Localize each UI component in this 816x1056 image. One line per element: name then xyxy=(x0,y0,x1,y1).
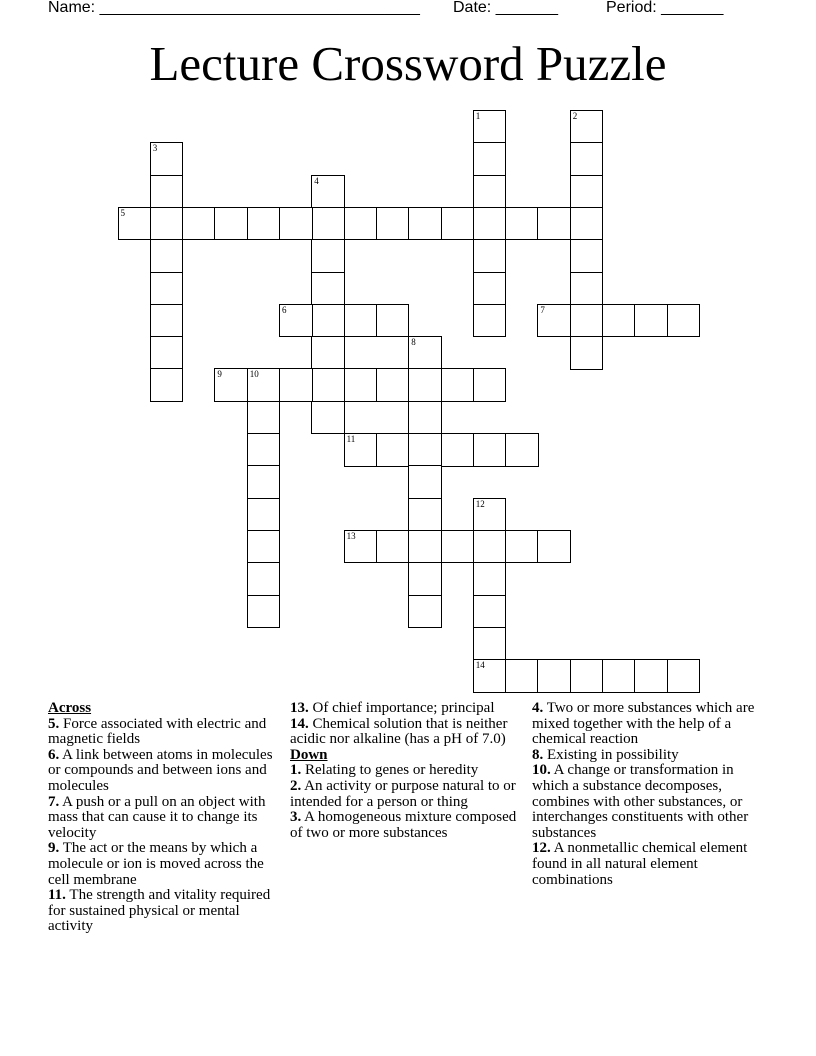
grid-cell[interactable] xyxy=(247,368,281,402)
grid-cell[interactable] xyxy=(634,659,668,693)
grid-cell[interactable] xyxy=(634,304,668,338)
grid-cell[interactable] xyxy=(602,659,636,693)
clue-number-label: 3 xyxy=(152,143,158,154)
grid-cell[interactable] xyxy=(311,272,345,306)
grid-cell[interactable] xyxy=(311,304,345,338)
grid-cell[interactable] xyxy=(473,530,507,564)
grid-cell[interactable] xyxy=(473,175,507,209)
grid-cell[interactable] xyxy=(344,433,378,467)
grid-cell[interactable] xyxy=(505,433,539,467)
grid-cell[interactable] xyxy=(118,207,152,241)
grid-cell[interactable] xyxy=(441,207,475,241)
grid-cell[interactable] xyxy=(537,207,571,241)
grid-cell[interactable] xyxy=(311,207,345,241)
clue-number-label: 1 xyxy=(475,111,481,121)
grid-cell[interactable] xyxy=(376,207,410,241)
grid-cell[interactable] xyxy=(150,239,184,273)
grid-cell[interactable] xyxy=(150,272,184,306)
grid-cell[interactable] xyxy=(473,110,507,144)
clue-across-5: 5. Force associated with electric and magnetic fields xyxy=(48,715,267,748)
grid-cell[interactable] xyxy=(311,401,345,435)
grid-cell[interactable] xyxy=(311,239,345,273)
name-field[interactable]: Name: ____________________________________ xyxy=(48,0,420,16)
page-title: Lecture Crossword Puzzle xyxy=(149,36,667,91)
clue-number-label: 10 xyxy=(249,369,259,380)
grid-cell[interactable] xyxy=(408,433,442,467)
date-field[interactable]: Date: _______ xyxy=(453,0,558,16)
grid-cell[interactable] xyxy=(505,207,539,241)
grid-cell[interactable] xyxy=(441,368,475,402)
grid-cell[interactable] xyxy=(214,368,248,402)
clue-across-9: 9. The act or the means by which a molecule or ion is moved across the cell membrane xyxy=(48,840,264,888)
grid-cell[interactable] xyxy=(408,336,442,370)
clue-number-label: 14 xyxy=(475,660,485,671)
grid-cell[interactable] xyxy=(505,659,539,693)
grid-cell[interactable] xyxy=(247,562,281,596)
clues-column-3 xyxy=(532,701,768,888)
grid-cell[interactable] xyxy=(247,433,281,467)
grid-cell[interactable] xyxy=(376,368,410,402)
grid-cell[interactable] xyxy=(247,207,281,241)
clue-across-7: 7. A push or a pull on an object with mass that can cause it to change its velocity xyxy=(48,793,266,841)
clues-column-1 xyxy=(48,701,288,935)
grid-cell[interactable] xyxy=(311,368,345,402)
clue-down-10: 10. A change or transformation in which a substance decomposes, combines with other substances, or interchanges constituents with other substances xyxy=(532,762,749,841)
clue-number-label: 11 xyxy=(346,434,356,444)
grid-cell[interactable] xyxy=(473,304,507,338)
grid-cell[interactable] xyxy=(408,401,442,435)
grid-cell[interactable] xyxy=(537,530,571,564)
grid-cell[interactable] xyxy=(441,433,475,467)
grid-cell[interactable] xyxy=(473,142,507,176)
grid-cell[interactable] xyxy=(214,207,248,241)
clue-down-3: 3. A homogeneous mixture composed of two or more substances xyxy=(290,809,517,841)
grid-cell[interactable] xyxy=(473,659,507,693)
period-field[interactable]: Period: _______ xyxy=(606,0,724,16)
grid-cell[interactable] xyxy=(247,530,281,564)
clue-number-label: 13 xyxy=(346,530,356,541)
grid-cell[interactable] xyxy=(473,272,507,306)
grid-cell[interactable] xyxy=(570,659,604,693)
grid-cell[interactable] xyxy=(247,498,281,532)
clue-down-8: 8. Existing in possibility xyxy=(532,746,679,763)
grid-cell[interactable] xyxy=(570,336,604,370)
grid-cell[interactable] xyxy=(537,304,571,338)
grid-cell[interactable] xyxy=(344,207,378,241)
clues-column-2 xyxy=(290,701,528,841)
grid-cell[interactable] xyxy=(473,595,507,629)
grid-cell[interactable] xyxy=(279,304,313,338)
clue-across-14: 14. Chemical solution that is neither acidic nor alkaline (has a pH of 7.0) xyxy=(290,715,508,748)
grid-cell[interactable] xyxy=(344,530,378,564)
grid-cell[interactable] xyxy=(473,498,507,532)
clue-down-1: 1. Relating to genes or heredity xyxy=(290,762,479,779)
grid-cell[interactable] xyxy=(570,110,604,144)
grid-cell[interactable] xyxy=(602,304,636,338)
clue-across-11: 11. The strength and vitality required for sustained physical or mental activity xyxy=(48,887,271,935)
grid-cell[interactable] xyxy=(150,336,184,370)
clue-down-4: 4. Two or more substances which are mixed together with the help of a chemical reaction xyxy=(532,700,755,748)
grid-cell[interactable] xyxy=(376,433,410,467)
grid-cell[interactable] xyxy=(247,401,281,435)
grid-cell[interactable] xyxy=(667,304,701,338)
grid-cell[interactable] xyxy=(537,659,571,693)
grid-cell[interactable] xyxy=(473,239,507,273)
grid-cell[interactable] xyxy=(247,465,281,499)
grid-cell[interactable] xyxy=(150,207,184,241)
grid-cell[interactable] xyxy=(667,659,701,693)
clue-number-label: 12 xyxy=(475,498,485,509)
grid-cell[interactable] xyxy=(408,368,442,402)
down-heading: Down xyxy=(290,746,328,763)
clue-number-label: 2 xyxy=(572,111,578,121)
grid-cell[interactable] xyxy=(376,530,410,564)
grid-cell[interactable] xyxy=(344,304,378,338)
grid-cell[interactable] xyxy=(182,207,216,241)
clue-number-label: 9 xyxy=(217,369,222,380)
grid-cell[interactable] xyxy=(150,175,184,209)
grid-cell[interactable] xyxy=(570,175,604,209)
clue-number-label: 5 xyxy=(120,207,125,218)
grid-cell[interactable] xyxy=(311,175,345,209)
grid-cell[interactable] xyxy=(408,530,442,564)
clue-number-label: 7 xyxy=(540,304,545,315)
grid-cell[interactable] xyxy=(570,142,604,176)
across-heading: Across xyxy=(48,700,92,716)
grid-cell[interactable] xyxy=(473,627,507,661)
grid-cell[interactable] xyxy=(408,207,442,241)
grid-cell[interactable] xyxy=(473,368,507,402)
grid-cell[interactable] xyxy=(570,272,604,306)
clue-down-2: 2. An activity or purpose natural to or intended for a person or thing xyxy=(290,777,516,810)
grid-cell[interactable] xyxy=(408,562,442,596)
clue-across-13: 13. Of chief importance; principal xyxy=(290,700,495,716)
grid-cell[interactable] xyxy=(408,498,442,532)
grid-cell[interactable] xyxy=(311,336,345,370)
grid-cell[interactable] xyxy=(150,304,184,338)
grid-cell[interactable] xyxy=(408,595,442,629)
grid-cell[interactable] xyxy=(570,207,604,241)
clue-number-label: 6 xyxy=(282,304,287,315)
clue-number-label: 4 xyxy=(314,175,319,186)
clue-number-label: 8 xyxy=(411,337,416,348)
grid-cell[interactable] xyxy=(473,207,507,241)
clue-across-6: 6. A link between atoms in molecules or compounds and between ions and molecules xyxy=(48,746,273,794)
grid-cell[interactable] xyxy=(505,530,539,564)
clue-down-12: 12. A nonmetallic chemical element found in all natural element combinations xyxy=(532,840,748,888)
grid-cell[interactable] xyxy=(247,595,281,629)
grid-cell[interactable] xyxy=(376,304,410,338)
grid-cell[interactable] xyxy=(570,239,604,273)
grid-cell[interactable] xyxy=(344,368,378,402)
grid-cell[interactable] xyxy=(473,433,507,467)
grid-cell[interactable] xyxy=(570,304,604,338)
grid-cell[interactable] xyxy=(279,207,313,241)
grid-cell[interactable] xyxy=(408,465,442,499)
grid-cell[interactable] xyxy=(279,368,313,402)
grid-cell[interactable] xyxy=(150,142,184,176)
grid-cell[interactable] xyxy=(441,530,475,564)
grid-cell[interactable] xyxy=(473,562,507,596)
grid-cell[interactable] xyxy=(150,368,184,402)
